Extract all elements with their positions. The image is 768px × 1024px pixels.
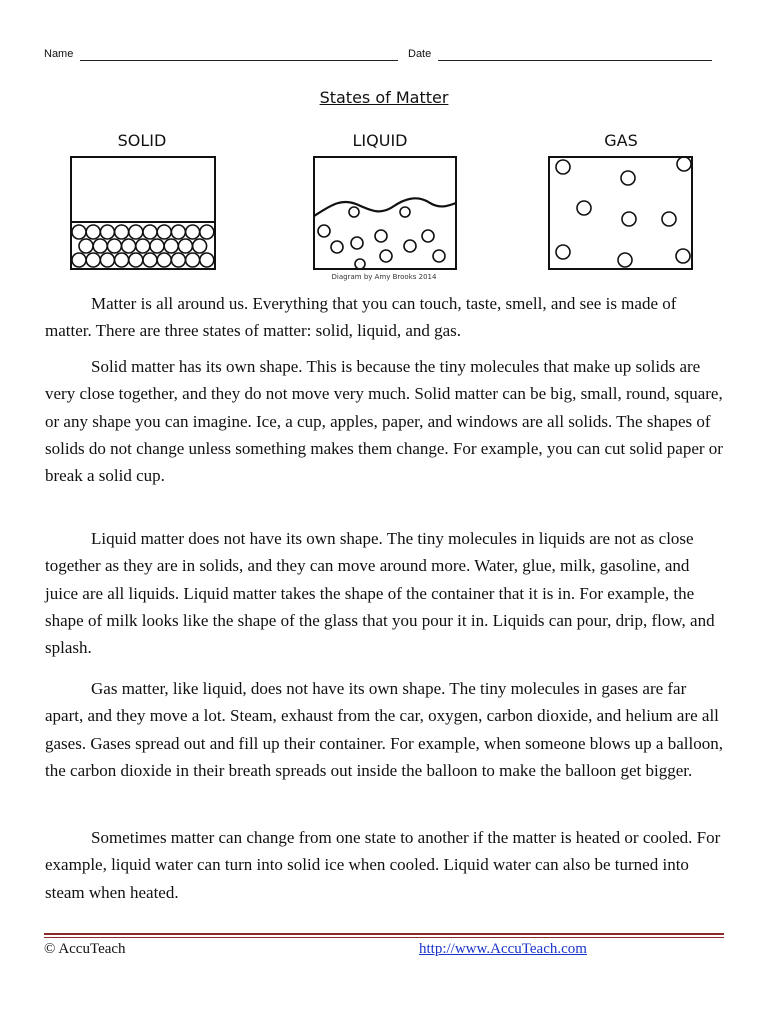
liquid-label: LIQUID: [352, 131, 408, 150]
footer-link[interactable]: http://www.AccuTeach.com: [419, 941, 587, 957]
states-diagram: [0, 0, 768, 290]
gas-container: [549, 157, 692, 269]
paragraph-liquid: Liquid matter does not have its own shape. The tiny molecules in liquids are not as close together as they are in solids, and they can move around more. Water, glue, milk, gasoline, and juice are all liquids. Liquid matter takes the shape of the container that it is in. For example, the shape of milk looks like the shape of the glass that you pour it in. Liquids can pour, drip, flow, and splash.: [45, 529, 715, 658]
gas-label: GAS: [604, 131, 638, 150]
diagram-credit: Diagram by Amy Brooks 2014: [331, 273, 437, 281]
date-label: Date: [408, 48, 432, 60]
paragraph-change: Sometimes matter can change from one state to another if the matter is heated or cooled. For example, liquid water can turn into solid ice when cooled. Liquid water can also be turned into steam when heated.: [45, 828, 721, 902]
footer-divider: [44, 933, 724, 935]
name-label: Name: [44, 48, 74, 60]
page-title: States of Matter: [319, 88, 449, 107]
solid-label: SOLID: [117, 131, 167, 150]
paragraph-solid: Solid matter has its own shape. This is because the tiny molecules that make up solids are very close together, and they do not move very much. Solid matter can be big, small, round, square, or any shape you can imagine. Ice, a cup, apples, paper, and windows are all solids. The shapes of solids do not change unless something makes them change. For example, you can cut solid paper or break a solid cup.: [45, 357, 723, 486]
paragraph-intro: Matter is all around us. Everything that you can touch, taste, smell, and see is made of matter. There are three states of matter: solid, liquid, and gas.: [45, 294, 677, 341]
footer-divider-thin: [44, 937, 724, 938]
liquid-container: [314, 157, 456, 269]
footer-copyright: © AccuTeach: [44, 941, 126, 957]
solid-molecules: [72, 225, 214, 267]
paragraph-gas: Gas matter, like liquid, does not have its own shape. The tiny molecules in gases are far apart, and they move a lot. Steam, exhaust from the car, oxygen, carbon dioxide, and helium are all gases. Gases spread out and fill up their container. For example, when someone blows up a balloon, the carbon dioxide in their breath spreads out inside the balloon to make the balloon get bigger.: [45, 679, 723, 780]
solid-container: [71, 157, 215, 269]
